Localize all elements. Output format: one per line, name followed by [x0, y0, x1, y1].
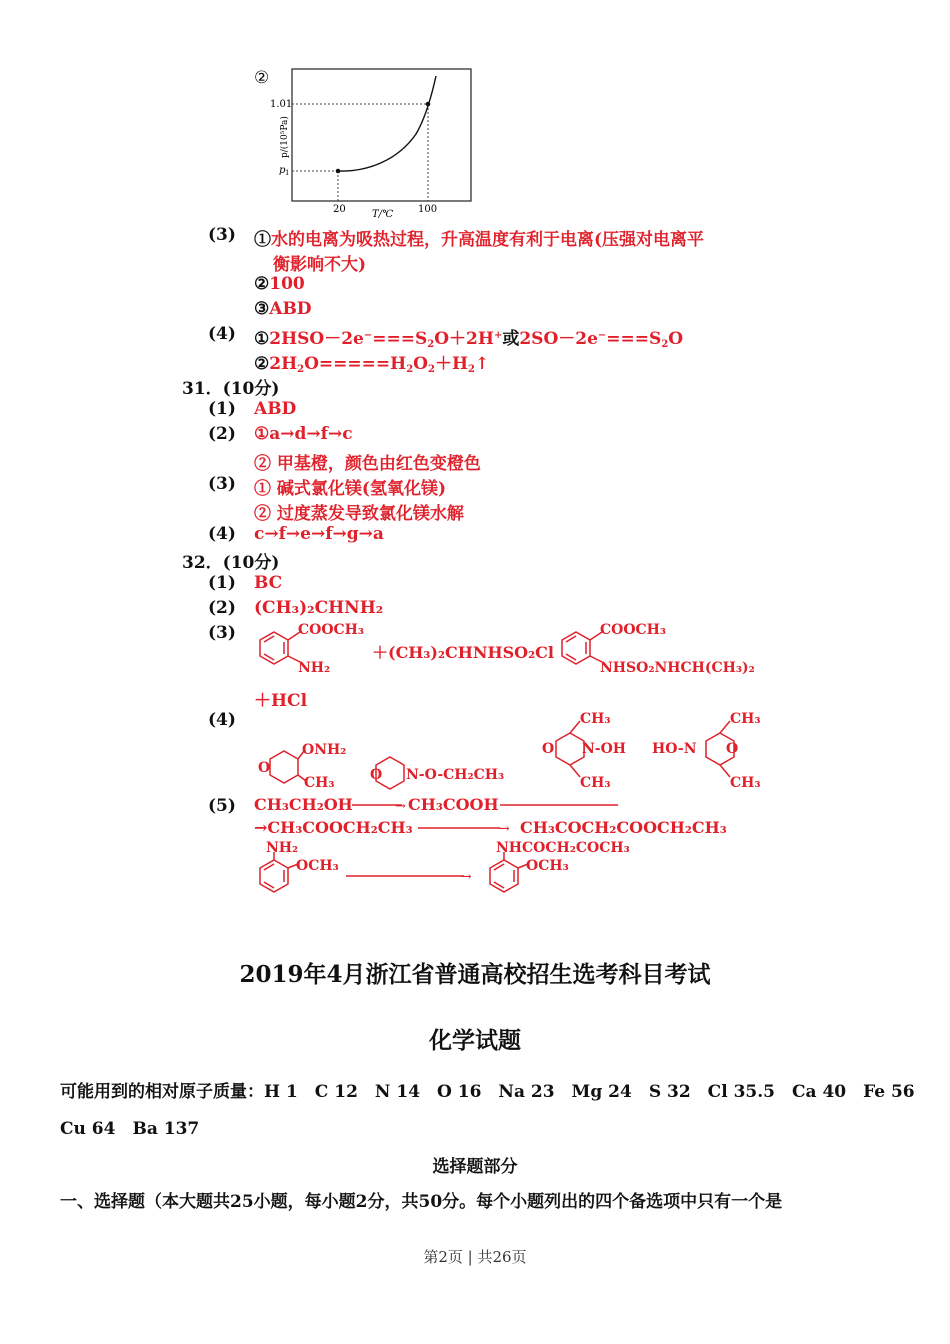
s1-ring-oxygen: O: [258, 760, 271, 776]
s3-ring-oxygen: O: [542, 741, 555, 757]
x-axis-label: T/℃: [372, 209, 394, 220]
s3-methyl-bottom: CH₃: [580, 775, 611, 791]
reactant-ester-group: COOCH₃: [298, 622, 365, 638]
exam-title: 2019年4月浙江省普通高校招生选考科目考试: [239, 961, 711, 988]
q32-part5-number: (5): [208, 796, 236, 816]
q31-part4-number: (4): [208, 524, 236, 544]
q31-part2-answer1: ①a→d→f→c: [254, 424, 353, 444]
step1-ethanol: CH₃CH₂OH: [254, 795, 353, 814]
q32-part3-reaction: [252, 618, 772, 680]
q31-part2-answer2: ② 甲基橙，颜色由红色变橙色: [254, 454, 481, 474]
q31-part4-answer: c→f→e→f→g→a: [254, 524, 384, 544]
q32-part2-answer: (CH₃)₂CHNH₂: [254, 598, 384, 618]
q30-part3-answer2: ②100: [254, 274, 305, 294]
s2-ring-oxygen: O: [370, 767, 383, 783]
page-footer: 第2页 | 共26页: [423, 1248, 527, 1266]
step3-acetoacetate: CH₃COCH₂COOCH₂CH₃: [520, 818, 727, 837]
s4-ring-oxygen: O: [726, 741, 739, 757]
q31-part3-answer2: ② 过度蒸发导致氯化镁水解: [254, 504, 464, 524]
q32-part4-isomers: [252, 705, 772, 797]
section-title: 选择题部分: [432, 1157, 518, 1177]
exam-subject: 化学试题: [429, 1027, 521, 1054]
atomic-masses-line1: 可能用到的相对原子质量：H 1 C 12 N 14 O 16 Na 23 Mg 24 S 32 Cl 35.5 Ca 40 Fe 56: [60, 1082, 915, 1102]
q32-part1-number: (1): [208, 573, 236, 593]
anisidine-amine: NH₂: [266, 840, 299, 856]
q31-part1-number: (1): [208, 399, 236, 419]
point-1.01: [426, 102, 431, 107]
reagent-sulfonyl-chloride: ＋(CH₃)₂CHNHSO₂Cl: [372, 643, 554, 662]
product-methoxy: OCH₃: [526, 858, 569, 874]
s3-methyl-top: CH₃: [580, 711, 611, 727]
anisidine-methoxy: OCH₃: [296, 858, 339, 874]
section-instruction: 一、选择题（本大题共25小题，每小题2分，共50分。每个小题列出的四个备选项中只有一个是: [60, 1192, 783, 1212]
y-label-bottom-sub: 1: [285, 169, 290, 177]
s4-methyl-top: CH₃: [730, 711, 761, 727]
step1-acetic-acid: CH₃COOH: [408, 795, 499, 814]
q32-part5-synthesis: [252, 790, 772, 906]
y-label-top: 1.01: [270, 99, 293, 110]
q32-part1-answer: BC: [254, 573, 283, 593]
atomic-masses-line2: Cu 64 Ba 137: [60, 1119, 200, 1139]
x-tick-20: 20: [333, 204, 346, 215]
product-ester-group: COOCH₃: [600, 622, 667, 638]
q30-part4-answer1: $①2HSO-2e^-===S_2O+2H^+$或$2SO-2e^-===S_2O$: [254, 329, 684, 350]
step2-ethyl-acetate: →CH₃COOCH₂CH₃: [254, 818, 413, 837]
q32-part3-hcl: ＋HCl: [254, 691, 308, 711]
q30-part4-answer2: $②2H_2O=====H_2O_2+H_2↑$: [254, 354, 490, 375]
s3-hydroxylamine: N-OH: [582, 741, 627, 757]
q30-part3-answer1: ①水的电离为吸热过程，升高温度有利于电离(压强对电离平: [254, 230, 705, 250]
s2-ethoxyamine-chain: N-O-CH₂CH₃: [406, 767, 505, 783]
q30-part3-answer1-cont: 衡影响不大): [273, 255, 367, 275]
s4-hydroxylamine: HO-N: [652, 741, 697, 757]
q32-part2-number: (2): [208, 598, 236, 618]
product-amide-group: NHCOCH₂COCH₃: [496, 840, 630, 856]
vapor-pressure-curve: [338, 76, 436, 171]
svg-text:→: →: [498, 821, 510, 837]
s1-aminooxy-group: ONH₂: [302, 742, 347, 758]
svg-text:→: →: [395, 799, 406, 814]
q30-part3-number: (3): [208, 225, 236, 245]
q31-part3-number: (3): [208, 474, 236, 494]
s1-methyl-group: CH₃: [304, 775, 335, 791]
oxane-ring-1: [270, 751, 298, 783]
q32-part4-number: (4): [208, 710, 236, 730]
y-axis-label: p/(10⁵Pa): [280, 116, 290, 158]
q30-part3-answer3: ③ABD: [254, 299, 312, 319]
q32-part3-number: (3): [208, 623, 236, 643]
svg-text:→: →: [460, 869, 472, 885]
x-tick-100: 100: [418, 204, 438, 215]
q31-part3-answer1: ① 碱式氯化镁(氢氧化镁): [254, 479, 447, 499]
graph-marker: ②: [254, 68, 270, 88]
y-label-bottom: p: [279, 165, 286, 176]
reactant-amine-group: NH₂: [298, 660, 331, 676]
s4-methyl-bottom: CH₃: [730, 775, 761, 791]
product-sulfonamide-group: NHSO₂NHCH(CH₃)₂: [600, 660, 755, 676]
q31-title: 31．(10分): [182, 379, 280, 399]
q30-part4-number: (4): [208, 324, 236, 344]
graph-frame: [292, 69, 471, 201]
morpholine-ring-3: [556, 733, 584, 765]
q31-part2-number: (2): [208, 424, 236, 444]
pressure-temperature-graph: [268, 62, 483, 220]
point-p1: [336, 169, 341, 174]
q32-title: 32．(10分): [182, 553, 280, 573]
q31-part1-answer: ABD: [254, 399, 297, 419]
